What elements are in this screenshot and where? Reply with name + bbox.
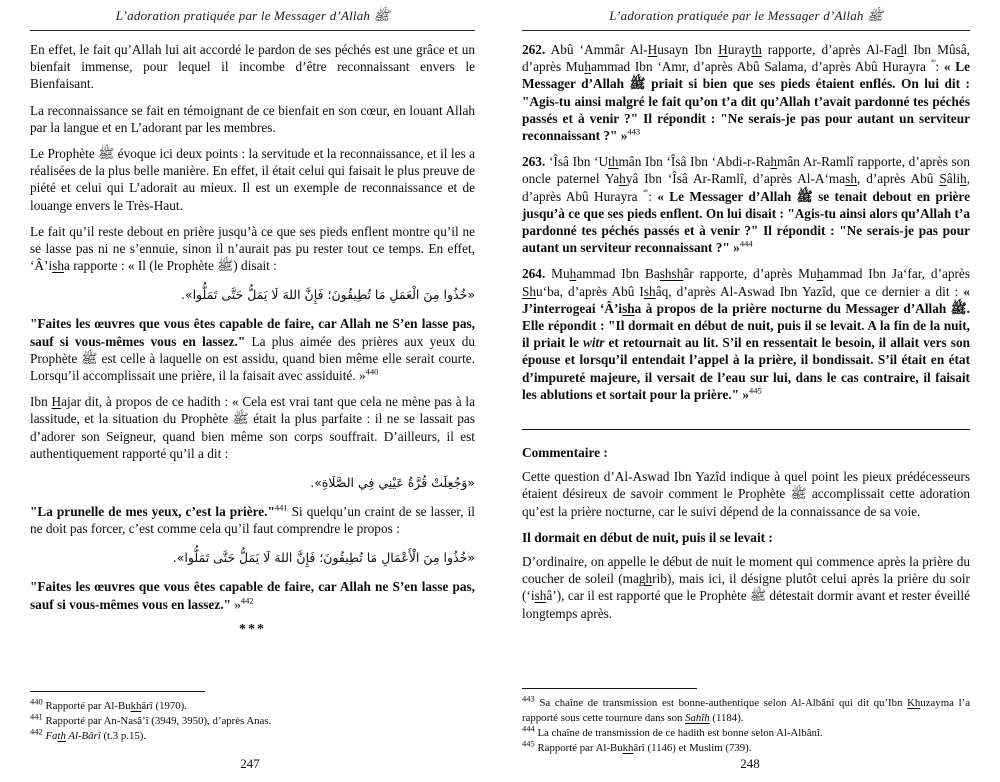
hadith-263: 263. ‘Îsâ Ibn ‘Uthmân Ibn ‘Îsâ Ibn ‘Abdi-r-Rahmân Ar-Ramlî rapporte, d’après son oncle paternel Yahyâ Ibn ‘Îsâ Ar-Ramlî, d’après Al-A‘mash, d’après Abû Sâlih, d’après Abû Hurayra ؓ : « Le Messager d’Allah ﷺ se tenait debout en prière jusqu’à ce que ses pieds enflent. On lui disait : "Agis-tu ainsi alors qu’Allah t’a pardonné tes péchés passés et à venir ?" Il répondit : "Ne serais-je pas pour autant un serviteur reconnaissant ?" »$^{444}$: [522, 154, 971, 256]
page-number-right: 248: [740, 756, 760, 771]
footnote-445: $^{445}$ Rapporté par Al-Bukhârî (1146) et Muslim (739).: [522, 738, 752, 754]
hadith-264: 264. Muhammad Ibn Bashshâr rapporte, d’après Muhammad Ibn Ja‘far, d’après Shu‘ba, d’après Abû Ishâq, d’après Al-Aswad Ibn Yazîd, que ce dernier a dit : « J’interrogeai ‘Â’isha à propos de la prière nocturne du Messager d’Allah ﷺ. Elle répondit : "Il dormait en début de nuit, puis il se levait. A la fin de la nuit, il priait le witr et retournait au lit. S’il en ressentait le besoin, il allait vers son épouse et lorsqu’il entendait l’appel à la prière, il bondissait. S’il était en état d’impureté majeure, il versait de l’eau sur lui, dans le cas contraire, il faisait les ablutions et sortait pour la prière." »$^{445}$: [522, 266, 970, 402]
paragraph-pardon-grace: En effet, le fait qu’Allah lui ait accordé le pardon de ses péchés est une grâce et un bienfait immense, pour lequel il incombe d’être reconnaissant envers le Bienfaisant.: [30, 42, 475, 92]
paragraph-debut-de-nuit: D’ordinaire, on appelle le début de nuit le moment qui commence après la prière du coucher de soleil (maghrib), mais ici, il désigne plutôt celui après la prière du soir (‘ishâ’), car il est rapporté que le Prophète ﷺ détestait dormir avant et rester éveillé longtemps après.: [522, 554, 971, 621]
paragraph-debout-priere: Le fait qu’il reste debout en prière jusqu’à ce que ses pieds enflent montre qu’il ne se lasse pas ni ne s’ennuie, sinon il n’aurait pas pu rester tout ce temps. En effet, ‘Â’isha rapporte : « Il (le Prophète ﷺ) disait :: [30, 223, 475, 274]
footnote-441: $^{441}$ Rapporté par An-Nasâ’î (3949, 3950), d’après Anas.: [30, 711, 272, 727]
paragraph-faites-oeuvres-2: "Faites les œuvres que vous êtes capable de faire, car Allah ne S’en lasse pas, sauf si vous-mêmes vous en lassez." »$^{442}$: [30, 579, 475, 612]
footnote-443: $^{443}$ Sa chaîne de transmission est bonne-authentique selon Al-Albânî qui dit qu’Ibn Khuzayma l’a rapporté sous cette tournure dans son Sahîh (1184).: [522, 693, 970, 724]
footnote-separator-right: [522, 688, 697, 689]
paragraph-deux-points: Le Prophète ﷺ évoque ici deux points : la servitude et la reconnaissance, et il les a réalisées de la plus belle manière. En effet, il était celui qui faisait le plus preuve de piété et celui qui L’adorait au mieux. Il est un exemple de reconnaissance et de louange envers le Très-Haut.: [30, 146, 475, 213]
footnotes-left: [30, 691, 475, 744]
running-header-right: L’adoration pratiquée par le Messager d’Allah ﷺ: [609, 8, 883, 23]
commentary-heading: Commentaire :: [522, 445, 608, 461]
page-number-left: 247: [240, 756, 260, 771]
paragraph-faites-oeuvres-1: "Faites les œuvres que vous êtes capable de faire, car Allah ne S’en lasse pas, sauf si vous-mêmes vous en lassez." La plus aimée des prières aux yeux du Prophète ﷺ est celle à laquelle on est assidu, quand bien même elle serait courte. Lorsqu’il accomplissait une prière, il la faisait avec assiduité. »$^{440}$: [30, 316, 475, 384]
header-rule-left: [30, 30, 475, 31]
arabic-quote-1: «خُذُوا مِنَ الْعَمَلِ مَا تُطِيقُونَ؛ فَإِنَّ اللهَ لَا يَمَلُّ حَتَّى تَمَلُّوا».: [180, 287, 475, 303]
hadith-262: 262. Abû ‘Ammâr Al-Husayn Ibn Hurayth rapporte, d’après Al-Fadl Ibn Mûsâ, d’après Muhammad Ibn ‘Amr, d’après Abû Salama, d’après Abû Hurayra ؓ : « Le Messager d’Allah ﷺ priait si bien que ses pieds étaient enflés. On lui dit : "Agis-tu ainsi malgré le fait qu’on t’a dit qu’Allah t’avait pardonné tes péchés passés et à venir ?" Il répondit : "Ne serais-je pas pour autant un serviteur reconnaissant ?" »$^{443}$: [522, 42, 970, 144]
footnote-440: $^{440}$ Rapporté par Al-Bukhârî (1970).: [30, 696, 187, 712]
paragraph-ibn-hajar: Ibn Hajar dit, à propos de ce hadith : « Cela est vrai tant que cela ne mène pas à la lassitude, et la situation du Prophète ﷺ était la plus parfaite : il ne se lassait pas d’adorer son Seigneur, quand bien même son corps souffrait. D’ailleurs, il est authentiquement rapporté qu’il a dit :: [30, 394, 475, 461]
paragraph-prunelle: "La prunelle de mes yeux, c’est la prière."$^{441}$ Si quelqu’un craint de se lasser, il ne doit pas forcer, c’est comme cela qu’il faut comprendre le propos :: [30, 502, 475, 537]
arabic-quote-2: «وَجُعِلَتْ قُرَّةُ عَيْنِي فِي الصَّلَاةِ».: [310, 475, 475, 491]
footnote-442: $^{442}$ Fath Al-Bârî (t.3 p.15).: [30, 726, 147, 742]
commentary-separator: [522, 429, 970, 430]
subheading-dormait: Il dormait en début de nuit, puis il se levait :: [522, 529, 773, 545]
footnotes-right: [522, 688, 970, 756]
footnote-separator-left: [30, 691, 205, 692]
running-header-left: L’adoration pratiquée par le Messager d’Allah ﷺ: [115, 8, 390, 23]
commentary-paragraph: Cette question d’Al-Aswad Ibn Yazîd indique à quel point les pieux prédécesseurs étaient désireux de savoir comment le Prophète ﷺ accomplissait cette adoration qu’est la prière nocturne, car le suivi dépend de la connaissance de sa voie.: [522, 469, 971, 519]
footnote-444: $^{444}$ La chaîne de transmission de ce hadith est bonne selon Al-Albânî.: [522, 723, 823, 739]
paragraph-reconnaissance: La reconnaissance se fait en témoignant de ce bienfait en son cœur, en louant Allah par la langue et en L’adorant par les membres.: [30, 102, 475, 135]
page-right: [500, 0, 1000, 782]
header-rule-right: [522, 30, 970, 31]
arabic-quote-3: «خُذُوا مِنَ الْأَعْمَالِ مَا تُطِيقُونَ؛ فَإِنَّ اللهَ لَا يَمَلُّ حَتَّى تَمَلُّوا».: [172, 550, 475, 566]
section-divider-stars: ***: [239, 621, 266, 637]
